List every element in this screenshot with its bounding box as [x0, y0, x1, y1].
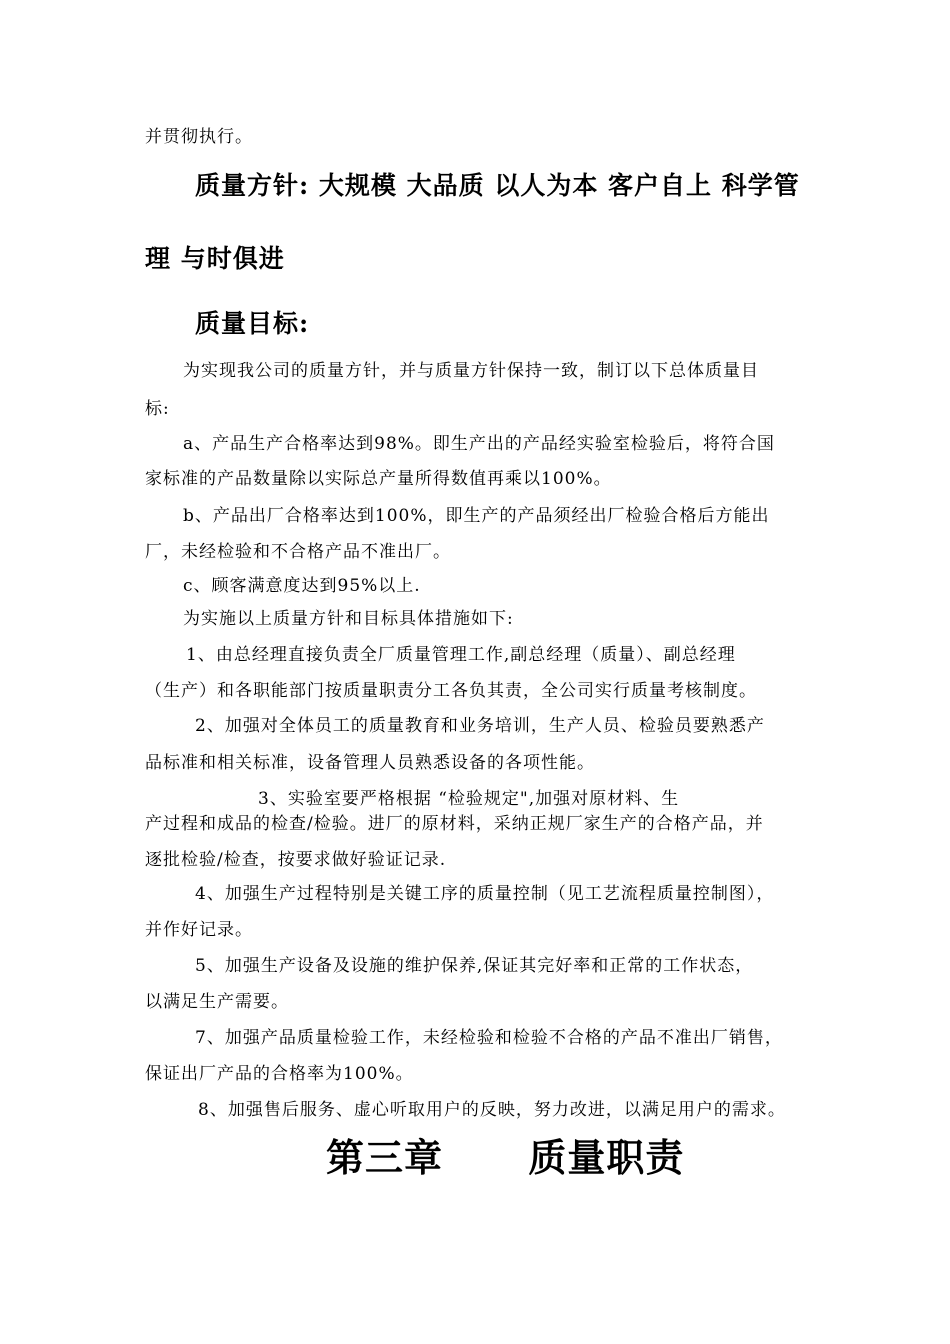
body-paragraph-line: 3、实验室要严格根据 “检验规定",加强对原材料、生	[258, 789, 680, 809]
body-paragraph-line: 品标准和相关标准，设备管理人员熟悉设备的各项性能。	[145, 753, 595, 773]
body-paragraph-line: 逐批检验/检查，按要求做好验证记录.	[145, 850, 447, 870]
body-paragraph-line: 8、加强售后服务、虚心听取用户的反映，努力改进，以满足用户的需求。	[198, 1100, 786, 1120]
body-paragraph-line: 为实施以上质量方针和目标具体措施如下:	[183, 609, 514, 629]
body-paragraph-line: 7、加强产品质量检验工作，未经检验和检验不合格的产品不准出厂销售，	[195, 1028, 783, 1048]
body-paragraph-line: （生产）和各职能部门按质量职责分工各负其责，全公司实行质量考核制度。	[145, 681, 757, 701]
body-paragraph-line: 家标准的产品数量除以实际总产量所得数值再乘以100%。	[145, 469, 612, 489]
intro-tail-text: 并贯彻执行。	[145, 127, 253, 147]
body-paragraph-line: 5、加强生产设备及设施的维护保养,保证其完好率和正常的工作状态，	[195, 956, 754, 976]
body-paragraph-line: 保证出厂产品的合格率为100%。	[145, 1064, 414, 1084]
quality-policy-line-1: 质量方针: 大规模 大品质 以人为本 客户自上 科学管	[195, 171, 800, 200]
body-paragraph-line: c、顾客满意度达到95%以上.	[183, 576, 421, 596]
body-paragraph-line: 1、由总经理直接负责全厂质量管理工作,副总经理（质量）、副总经理	[186, 645, 736, 665]
body-paragraph-line: b、产品出厂合格率达到100%，即生产的产品须经出厂检验合格后方能出	[183, 506, 770, 526]
body-paragraph-line: 并作好记录。	[145, 920, 253, 940]
body-paragraph-line: 标:	[145, 399, 170, 419]
body-paragraph-line: 4、加强生产过程特别是关键工序的质量控制（见工艺流程质量控制图），	[195, 884, 775, 904]
body-paragraph-line: 为实现我公司的质量方针，并与质量方针保持一致，制订以下总体质量目	[183, 361, 759, 381]
body-paragraph-line: 以满足生产需要。	[145, 992, 289, 1012]
body-paragraph-line: 产过程和成品的检查/检验。进厂的原材料，采纳正规厂家生产的合格产品，并	[145, 814, 764, 834]
body-paragraph-line: 厂，未经检验和不合格产品不准出厂。	[145, 542, 451, 562]
quality-objective-heading: 质量目标:	[195, 309, 310, 338]
body-paragraph-line: 2、加强对全体员工的质量教育和业务培训，生产人员、检验员要熟悉产	[195, 716, 765, 736]
quality-policy-line-2: 理 与时俱进	[145, 244, 285, 273]
body-paragraph-line: a、产品生产合格率达到98%。即生产出的产品经实验室检验后，将符合国	[183, 434, 775, 454]
chapter-title: 第三章 质量职责	[326, 1135, 685, 1180]
